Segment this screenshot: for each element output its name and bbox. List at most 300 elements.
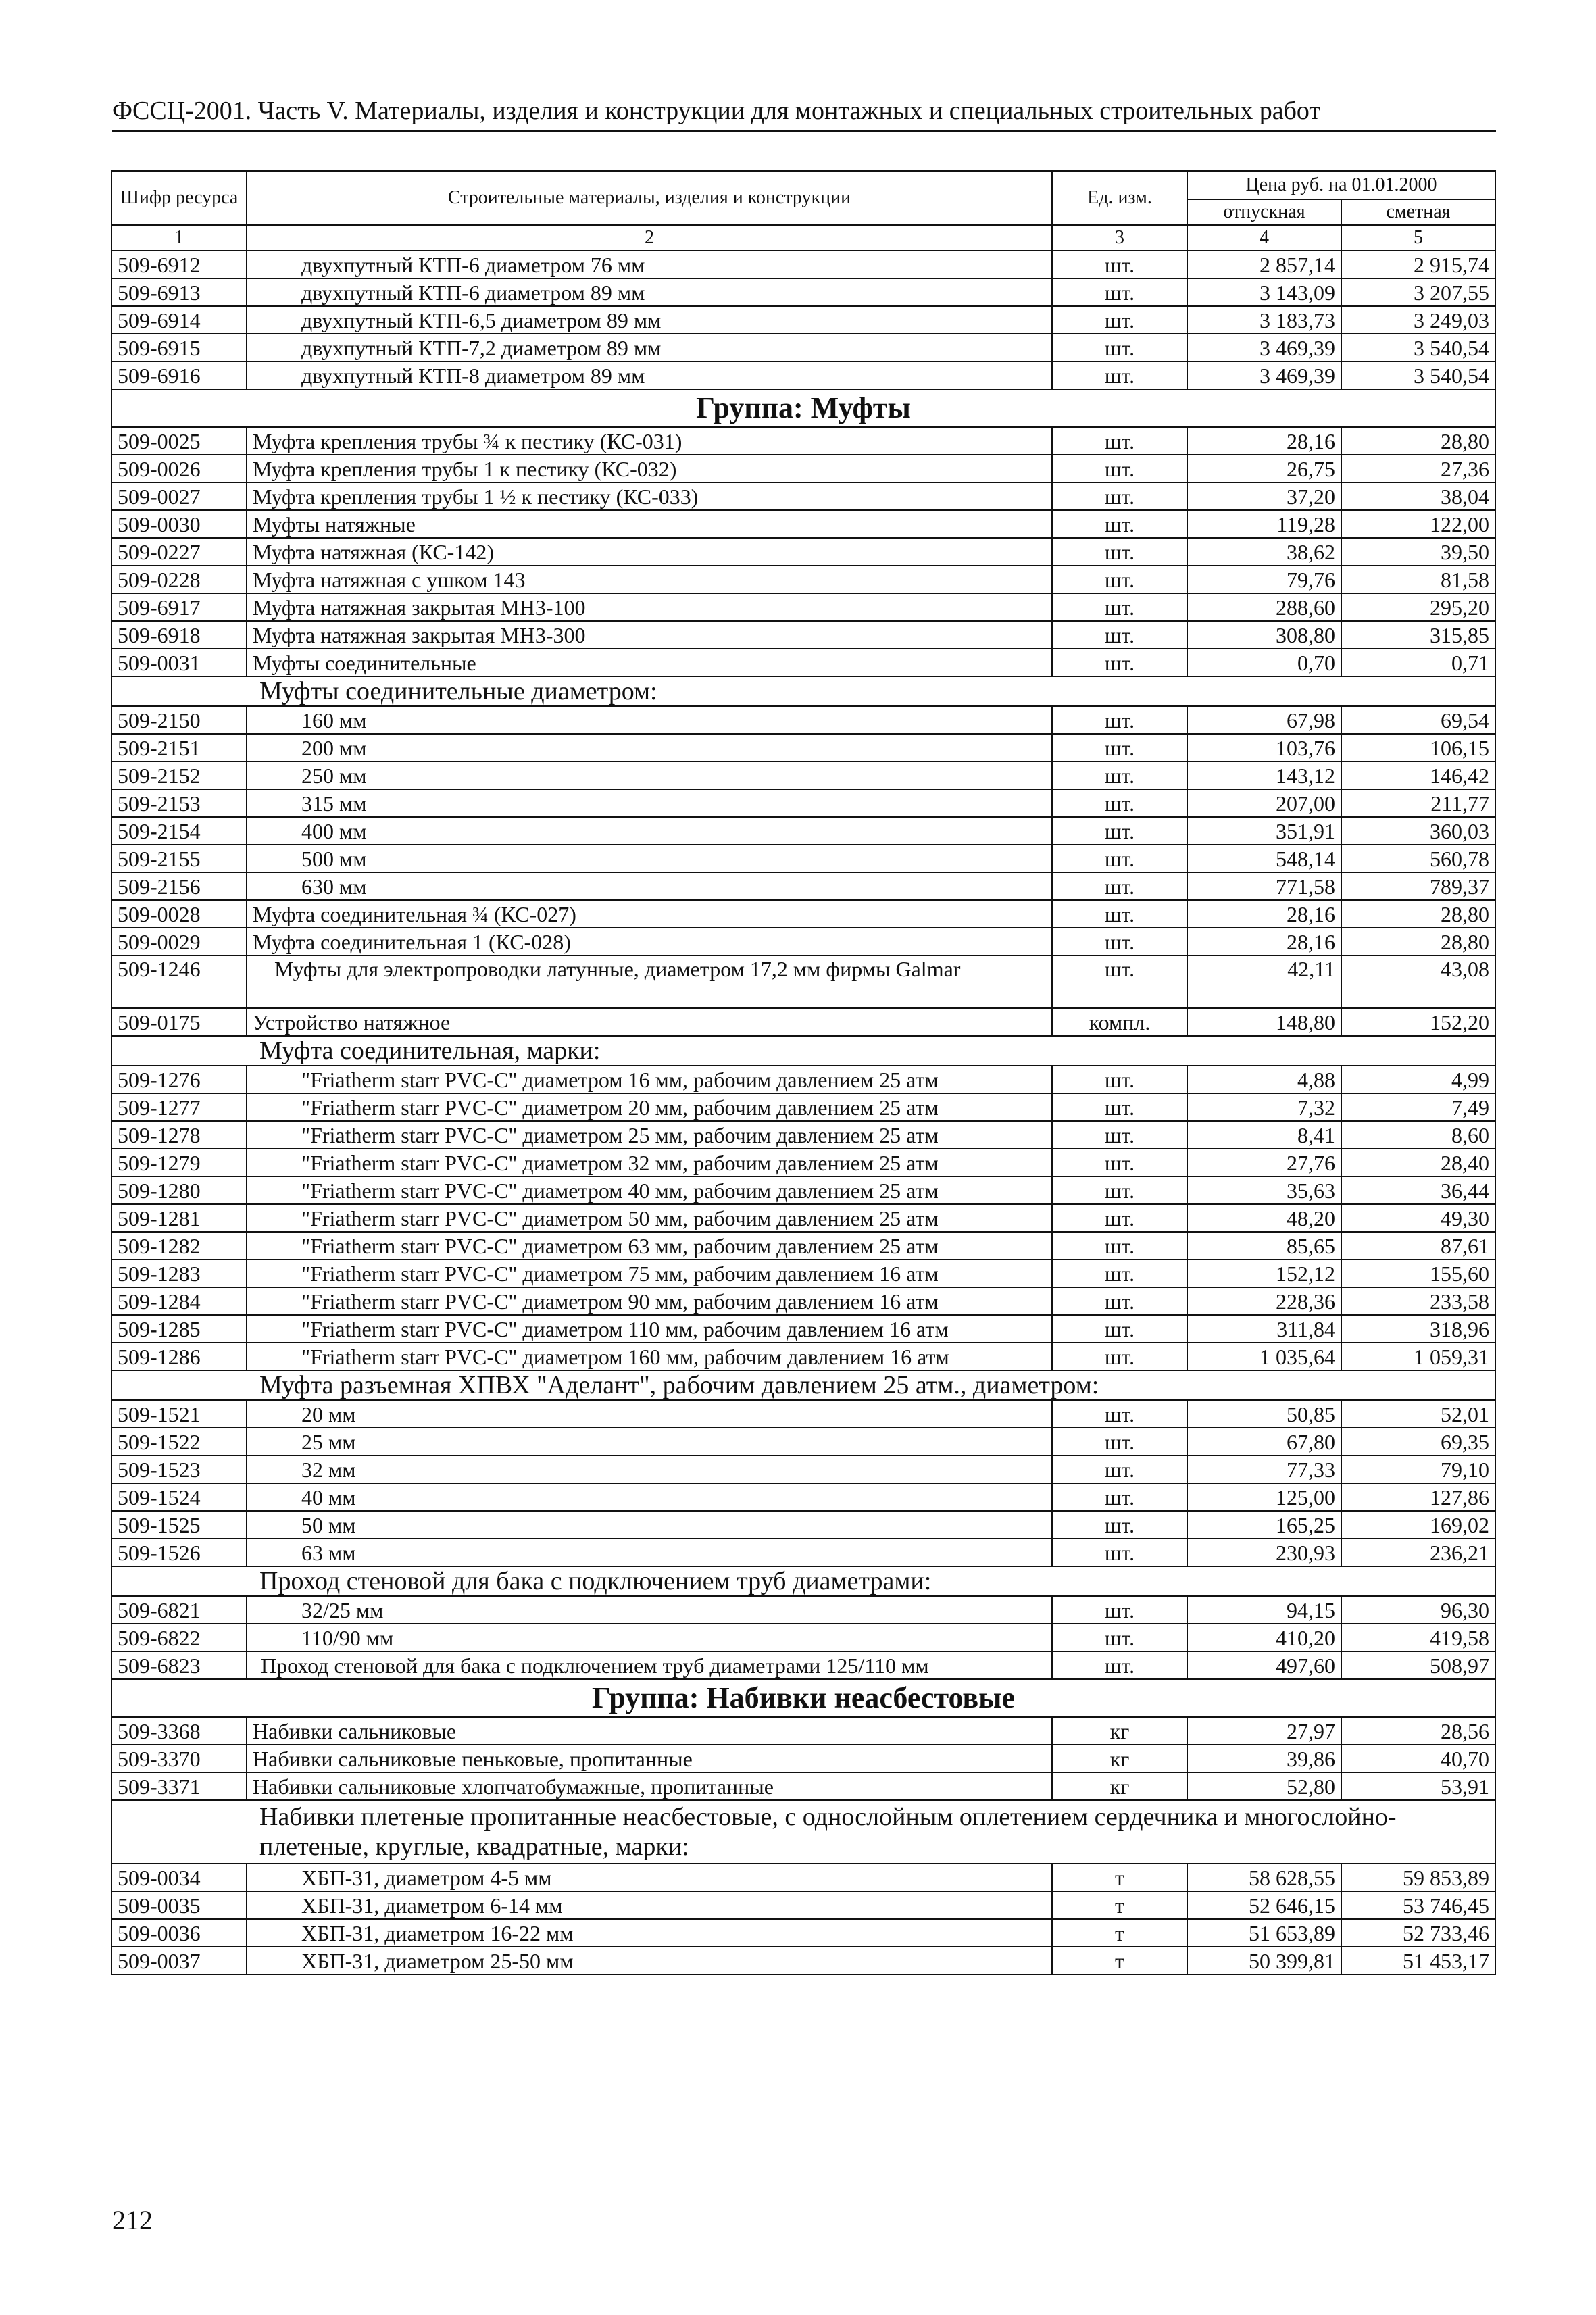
unit-cell: шт. [1052,566,1187,593]
group-heading: Группа: Муфты [111,389,1495,427]
col-number-4: 4 [1187,225,1341,251]
material-name: Муфты натяжные [247,510,1052,538]
estimate-price: 152,20 [1341,1008,1495,1036]
col-name-header: Строительные материалы, изделия и конструкции [247,171,1052,225]
release-price: 308,80 [1187,621,1341,649]
unit-cell: шт. [1052,1343,1187,1370]
unit-cell: шт. [1052,455,1187,482]
resource-code: 509-2153 [111,789,247,817]
resource-code: 509-1522 [111,1428,247,1455]
unit-cell: шт. [1052,734,1187,762]
resource-code: 509-2150 [111,706,247,734]
table-row [111,1864,1495,1891]
material-name: ХБП-31, диаметром 4-5 мм [247,1864,1052,1891]
material-name: "Friatherm starr PVC-C" диаметром 90 мм, рабочим давлением 16 атм [247,1287,1052,1315]
material-name: Муфта натяжная с ушком 143 [247,566,1052,593]
release-price: 28,16 [1187,427,1341,455]
release-price: 4,88 [1187,1066,1341,1093]
col-number-2: 2 [247,225,1052,251]
unit-cell: компл. [1052,1008,1187,1036]
material-name: 25 мм [247,1428,1052,1455]
unit-cell: кг [1052,1717,1187,1745]
resource-code: 509-0227 [111,538,247,566]
resource-code: 509-0035 [111,1891,247,1919]
resource-code: 509-2152 [111,762,247,789]
material-name: ХБП-31, диаметром 6-14 мм [247,1891,1052,1919]
table-row [111,1891,1495,1919]
material-name: 250 мм [247,762,1052,789]
estimate-price: 81,58 [1341,566,1495,593]
release-price: 94,15 [1187,1596,1341,1624]
subheading: Проход стеновой для бака с подключением труб диаметрами: [111,1566,1495,1596]
unit-cell: шт. [1052,278,1187,306]
resource-code: 509-0031 [111,649,247,676]
release-price: 8,41 [1187,1121,1341,1149]
material-name: двухпутный КТП-6 диаметром 76 мм [247,251,1052,278]
release-price: 1 035,64 [1187,1343,1341,1370]
estimate-price: 43,08 [1341,955,1495,1008]
page-header: ФССЦ-2001. Часть V. Материалы, изделия и конструкции для монтажных и специальных строительных работ [112,95,1496,132]
release-price: 85,65 [1187,1232,1341,1260]
table-row [111,251,1495,278]
material-name: "Friatherm starr PVC-C" диаметром 16 мм, рабочим давлением 25 атм [247,1066,1052,1093]
unit-cell: т [1052,1947,1187,1974]
resource-code: 509-1284 [111,1287,247,1315]
material-name: Муфта крепления трубы 1 к пестику (КС-032) [247,455,1052,482]
release-price: 103,76 [1187,734,1341,762]
unit-cell: шт. [1052,1204,1187,1232]
estimate-price: 51 453,17 [1341,1947,1495,1974]
table-row [111,1176,1495,1204]
release-price: 37,20 [1187,482,1341,510]
estimate-price: 52,01 [1341,1400,1495,1428]
subheading: Набивки плетеные пропитанные неасбестовые, с однослойным оплетением сердечника и многослойно-плетеные, круглые, квадратные, марки: [111,1800,1495,1864]
table-row [111,482,1495,510]
resource-code: 509-1279 [111,1149,247,1176]
release-price: 3 469,39 [1187,334,1341,362]
resource-code: 509-1523 [111,1455,247,1483]
resource-code: 509-1526 [111,1539,247,1566]
release-price: 35,63 [1187,1176,1341,1204]
resource-code: 509-0037 [111,1947,247,1974]
material-name: двухпутный КТП-7,2 диаметром 89 мм [247,334,1052,362]
material-name: Проход стеновой для бака с подключением труб диаметрами 125/110 мм [247,1651,1052,1679]
material-name: "Friatherm starr PVC-C" диаметром 110 мм, рабочим давлением 16 атм [247,1315,1052,1343]
release-price: 7,32 [1187,1093,1341,1121]
unit-cell: шт. [1052,1093,1187,1121]
material-name: 20 мм [247,1400,1052,1428]
table-row [111,789,1495,817]
resource-code: 509-1276 [111,1066,247,1093]
unit-cell: т [1052,1919,1187,1947]
table-row [111,362,1495,389]
unit-cell: шт. [1052,1149,1187,1176]
table-row [111,1315,1495,1343]
release-price: 228,36 [1187,1287,1341,1315]
estimate-price: 2 915,74 [1341,251,1495,278]
release-price: 143,12 [1187,762,1341,789]
col-release-header: отпускная [1187,199,1341,225]
material-name: 40 мм [247,1483,1052,1511]
release-price: 165,25 [1187,1511,1341,1539]
table-row [111,1596,1495,1624]
col-code-header: Шифр ресурса [111,171,247,225]
estimate-price: 0,71 [1341,649,1495,676]
table-row [111,1066,1495,1093]
unit-cell: т [1052,1864,1187,1891]
unit-cell: шт. [1052,1066,1187,1093]
material-name: "Friatherm starr PVC-C" диаметром 75 мм, рабочим давлением 16 атм [247,1260,1052,1287]
table-row [111,734,1495,762]
resource-code: 509-6917 [111,593,247,621]
resource-code: 509-6821 [111,1596,247,1624]
subheading: Муфты соединительные диаметром: [111,676,1495,706]
material-name: "Friatherm starr PVC-C" диаметром 160 мм, рабочим давлением 16 атм [247,1343,1052,1370]
table-row [111,1919,1495,1947]
resource-code: 509-0228 [111,566,247,593]
unit-cell: шт. [1052,1624,1187,1651]
subheading-row [111,1370,1495,1400]
table-row [111,762,1495,789]
estimate-price: 211,77 [1341,789,1495,817]
material-name: "Friatherm starr PVC-C" диаметром 32 мм, рабочим давлением 25 атм [247,1149,1052,1176]
table-row [111,817,1495,845]
table-row [111,1343,1495,1370]
material-name: Набивки сальниковые пеньковые, пропитанные [247,1745,1052,1772]
estimate-price: 39,50 [1341,538,1495,566]
material-name: 32/25 мм [247,1596,1052,1624]
estimate-price: 3 540,54 [1341,362,1495,389]
table-row [111,1947,1495,1974]
table-row [111,1428,1495,1455]
estimate-price: 53,91 [1341,1772,1495,1800]
material-name: 315 мм [247,789,1052,817]
resource-code: 509-1285 [111,1315,247,1343]
page-number: 212 [112,2205,153,2235]
estimate-price: 87,61 [1341,1232,1495,1260]
resource-code: 509-1524 [111,1483,247,1511]
release-price: 52 646,15 [1187,1891,1341,1919]
unit-cell: шт. [1052,1483,1187,1511]
resource-code: 509-3371 [111,1772,247,1800]
material-name: Муфта натяжная закрытая МНЗ-100 [247,593,1052,621]
material-name: Муфта натяжная закрытая МНЗ-300 [247,621,1052,649]
estimate-price: 52 733,46 [1341,1919,1495,1947]
subheading-row [111,1800,1495,1864]
unit-cell: шт. [1052,306,1187,334]
material-name: 160 мм [247,706,1052,734]
release-price: 119,28 [1187,510,1341,538]
unit-cell: шт. [1052,649,1187,676]
unit-cell: кг [1052,1745,1187,1772]
unit-cell: шт. [1052,817,1187,845]
estimate-price: 59 853,89 [1341,1864,1495,1891]
table-row [111,593,1495,621]
resource-code: 509-1280 [111,1176,247,1204]
estimate-price: 155,60 [1341,1260,1495,1287]
unit-cell: шт. [1052,362,1187,389]
estimate-price: 38,04 [1341,482,1495,510]
estimate-price: 96,30 [1341,1596,1495,1624]
unit-cell: шт. [1052,1400,1187,1428]
unit-cell: шт. [1052,1232,1187,1260]
table-row [111,649,1495,676]
estimate-price: 28,80 [1341,900,1495,928]
resource-code: 509-3370 [111,1745,247,1772]
table-row [111,1008,1495,1036]
table-row [111,1651,1495,1679]
unit-cell: шт. [1052,928,1187,955]
unit-cell: шт. [1052,1176,1187,1204]
resource-code: 509-0029 [111,928,247,955]
estimate-price: 295,20 [1341,593,1495,621]
estimate-price: 169,02 [1341,1511,1495,1539]
subheading-row [111,1566,1495,1596]
release-price: 26,75 [1187,455,1341,482]
material-name: Муфта соединительная ¾ (КС-027) [247,900,1052,928]
release-price: 38,62 [1187,538,1341,566]
estimate-price: 28,80 [1341,928,1495,955]
estimate-price: 27,36 [1341,455,1495,482]
subheading-row [111,1036,1495,1066]
table-row [111,306,1495,334]
table-row [111,1232,1495,1260]
resource-code: 509-6912 [111,251,247,278]
unit-cell: шт. [1052,845,1187,872]
unit-cell: шт. [1052,872,1187,900]
estimate-price: 53 746,45 [1341,1891,1495,1919]
unit-cell: шт. [1052,1651,1187,1679]
table-row [111,1149,1495,1176]
table-row [111,278,1495,306]
release-price: 28,16 [1187,900,1341,928]
table-row [111,1745,1495,1772]
resource-code: 509-0026 [111,455,247,482]
estimate-price: 122,00 [1341,510,1495,538]
release-price: 3 183,73 [1187,306,1341,334]
table-row [111,334,1495,362]
unit-cell: шт. [1052,789,1187,817]
resource-code: 509-2155 [111,845,247,872]
unit-cell: шт. [1052,1596,1187,1624]
estimate-price: 419,58 [1341,1624,1495,1651]
release-price: 311,84 [1187,1315,1341,1343]
material-name: двухпутный КТП-6 диаметром 89 мм [247,278,1052,306]
estimate-price: 49,30 [1341,1204,1495,1232]
estimate-price: 360,03 [1341,817,1495,845]
estimate-price: 789,37 [1341,872,1495,900]
material-name: ХБП-31, диаметром 25-50 мм [247,1947,1052,1974]
release-price: 3 469,39 [1187,362,1341,389]
table-row [111,1717,1495,1745]
release-price: 67,98 [1187,706,1341,734]
release-price: 51 653,89 [1187,1919,1341,1947]
release-price: 497,60 [1187,1651,1341,1679]
material-name: 200 мм [247,734,1052,762]
col-estimate-header: сметная [1341,199,1495,225]
unit-cell: шт. [1052,1428,1187,1455]
col-unit-header: Ед. изм. [1052,171,1187,225]
table-row [111,510,1495,538]
release-price: 39,86 [1187,1745,1341,1772]
unit-cell: шт. [1052,1121,1187,1149]
release-price: 351,91 [1187,817,1341,845]
resource-code: 509-0036 [111,1919,247,1947]
release-price: 77,33 [1187,1455,1341,1483]
resource-code: 509-2156 [111,872,247,900]
unit-cell: шт. [1052,538,1187,566]
resource-code: 509-2154 [111,817,247,845]
release-price: 52,80 [1187,1772,1341,1800]
resource-code: 509-0030 [111,510,247,538]
material-name: Устройство натяжное [247,1008,1052,1036]
material-name: ХБП-31, диаметром 16-22 мм [247,1919,1052,1947]
release-price: 148,80 [1187,1008,1341,1036]
resource-code: 509-1246 [111,955,247,1008]
estimate-price: 3 207,55 [1341,278,1495,306]
estimate-price: 318,96 [1341,1315,1495,1343]
release-price: 0,70 [1187,649,1341,676]
material-name: 50 мм [247,1511,1052,1539]
unit-cell: шт. [1052,762,1187,789]
release-price: 79,76 [1187,566,1341,593]
table-row [111,566,1495,593]
unit-cell: шт. [1052,251,1187,278]
resource-code: 509-0028 [111,900,247,928]
estimate-price: 69,35 [1341,1428,1495,1455]
material-name: Муфта крепления трубы 1 ½ к пестику (КС-033) [247,482,1052,510]
subheading-row [111,676,1495,706]
group-heading: Группа: Набивки неасбестовые [111,1679,1495,1717]
unit-cell: шт. [1052,482,1187,510]
estimate-price: 28,80 [1341,427,1495,455]
table-row [111,928,1495,955]
table-row [111,455,1495,482]
release-price: 288,60 [1187,593,1341,621]
resource-code: 509-6915 [111,334,247,362]
table-row [111,538,1495,566]
table-row [111,900,1495,928]
table-header [111,171,1495,251]
estimate-price: 233,58 [1341,1287,1495,1315]
estimate-price: 106,15 [1341,734,1495,762]
material-name: Муфты соединительные [247,649,1052,676]
release-price: 3 143,09 [1187,278,1341,306]
table-row [111,1455,1495,1483]
material-name: 400 мм [247,817,1052,845]
estimate-price: 4,99 [1341,1066,1495,1093]
material-name: Муфта соединительная 1 (КС-028) [247,928,1052,955]
table-row [111,955,1495,1008]
release-price: 230,93 [1187,1539,1341,1566]
release-price: 2 857,14 [1187,251,1341,278]
estimate-price: 1 059,31 [1341,1343,1495,1370]
estimate-price: 315,85 [1341,621,1495,649]
estimate-price: 79,10 [1341,1455,1495,1483]
table-row [111,1260,1495,1287]
material-name: Набивки сальниковые хлопчатобумажные, пропитанные [247,1772,1052,1800]
release-price: 50,85 [1187,1400,1341,1428]
table-row [111,1121,1495,1149]
table-row [111,845,1495,872]
table-row [111,872,1495,900]
resource-code: 509-1277 [111,1093,247,1121]
resource-code: 509-1286 [111,1343,247,1370]
material-name: "Friatherm starr PVC-C" диаметром 25 мм, рабочим давлением 25 атм [247,1121,1052,1149]
estimate-price: 40,70 [1341,1745,1495,1772]
release-price: 48,20 [1187,1204,1341,1232]
estimate-price: 3 249,03 [1341,306,1495,334]
table-row [111,1483,1495,1511]
resource-code: 509-6823 [111,1651,247,1679]
estimate-price: 236,21 [1341,1539,1495,1566]
table-row [111,1511,1495,1539]
subheading: Муфта соединительная, марки: [111,1036,1495,1066]
release-price: 207,00 [1187,789,1341,817]
col-number-1: 1 [111,225,247,251]
resource-code: 509-6918 [111,621,247,649]
unit-cell: шт. [1052,1511,1187,1539]
resource-code: 509-6914 [111,306,247,334]
col-number-5: 5 [1341,225,1495,251]
estimate-price: 127,86 [1341,1483,1495,1511]
unit-cell: т [1052,1891,1187,1919]
group-heading-row [111,389,1495,427]
unit-cell: шт. [1052,593,1187,621]
release-price: 771,58 [1187,872,1341,900]
release-price: 152,12 [1187,1260,1341,1287]
material-name: Муфты для электропроводки латунные, диаметром 17,2 мм фирмы Galmar [247,955,1052,1008]
estimate-price: 28,56 [1341,1717,1495,1745]
material-name: "Friatherm starr PVC-C" диаметром 63 мм, рабочим давлением 25 атм [247,1232,1052,1260]
table-row [111,1093,1495,1121]
table-body [111,251,1495,1974]
release-price: 42,11 [1187,955,1341,1008]
material-name: Набивки сальниковые [247,1717,1052,1745]
unit-cell: шт. [1052,955,1187,1008]
resource-code: 509-1521 [111,1400,247,1428]
unit-cell: шт. [1052,1539,1187,1566]
price-table [111,170,1496,1975]
estimate-price: 3 540,54 [1341,334,1495,362]
release-price: 50 399,81 [1187,1947,1341,1974]
release-price: 410,20 [1187,1624,1341,1651]
material-name: 500 мм [247,845,1052,872]
estimate-price: 69,54 [1341,706,1495,734]
unit-cell: шт. [1052,621,1187,649]
material-name: Муфта крепления трубы ¾ к пестику (КС-031) [247,427,1052,455]
material-name: 110/90 мм [247,1624,1052,1651]
release-price: 27,97 [1187,1717,1341,1745]
resource-code: 509-1525 [111,1511,247,1539]
resource-code: 509-0034 [111,1864,247,1891]
release-price: 27,76 [1187,1149,1341,1176]
release-price: 125,00 [1187,1483,1341,1511]
table-row [111,1772,1495,1800]
material-name: двухпутный КТП-6,5 диаметром 89 мм [247,306,1052,334]
resource-code: 509-1282 [111,1232,247,1260]
estimate-price: 560,78 [1341,845,1495,872]
material-name: двухпутный КТП-8 диаметром 89 мм [247,362,1052,389]
release-price: 28,16 [1187,928,1341,955]
resource-code: 509-6913 [111,278,247,306]
unit-cell: шт. [1052,1315,1187,1343]
material-name: Муфта натяжная (КС-142) [247,538,1052,566]
resource-code: 509-6822 [111,1624,247,1651]
unit-cell: шт. [1052,334,1187,362]
table-row [111,621,1495,649]
unit-cell: шт. [1052,706,1187,734]
